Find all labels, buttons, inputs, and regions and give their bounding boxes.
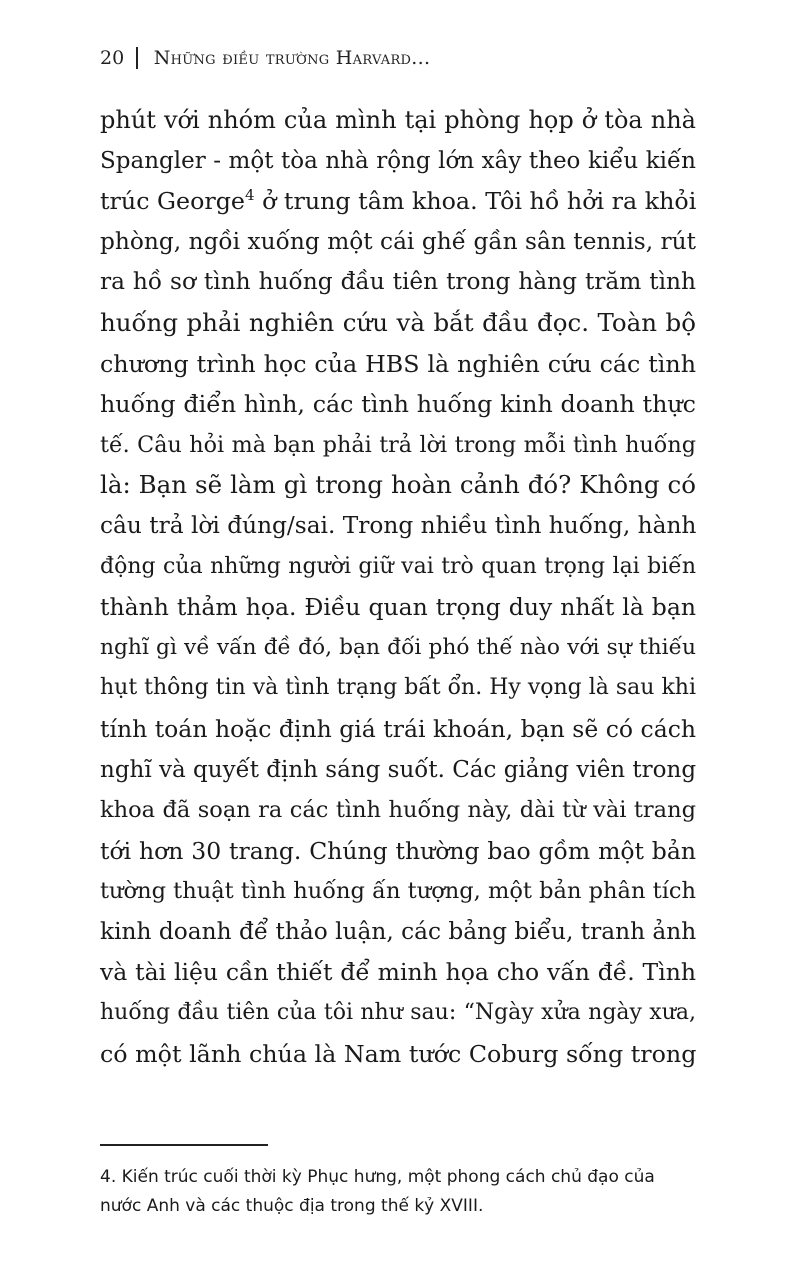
text-line: tế. Câu hỏi mà bạn phải trả lời trong mỗi tình huống: [100, 431, 696, 458]
text-line: ra hồ sơ tình huống đầu tiên trong hàng trăm tình: [100, 268, 696, 296]
text-line: hụt thông tin và tình trạng bất ổn. Hy vọng là sau khi: [100, 675, 696, 701]
footnote-line: nước Anh và các thuộc địa trong thế kỷ XVIII.: [100, 1196, 484, 1216]
text-line: kinh doanh để thảo luận, các bảng biểu, tranh ảnh: [100, 917, 697, 945]
text-line: huống điển hình, các tình huống kinh doanh thực: [100, 390, 696, 419]
text-line: [100, 181, 696, 222]
text-fragment: trúc George: [100, 187, 245, 216]
text-line: phút với nhóm của mình tại phòng họp ở tòa nhà: [100, 106, 696, 134]
text-line: huống đầu tiên của tôi như sau: “Ngày xửa ngày xưa,: [100, 1000, 696, 1026]
text-line: nghĩ gì về vấn đề đó, bạn đối phó thế nào với sự thiếu: [100, 634, 696, 660]
body-paragraph: [100, 100, 696, 1074]
text-line: động của những người giữ vai trò quan trọng lại biến: [100, 553, 696, 579]
text-line: thành thảm họa. Điều quan trọng duy nhất là bạn: [100, 593, 696, 622]
text-line: tường thuật tình huống ấn tượng, một bản phân tích: [100, 878, 696, 905]
footnote-line: 4. Kiến trúc cuối thời kỳ Phục hưng, một phong cách chủ đạo của: [100, 1167, 655, 1187]
text-line: và tài liệu cần thiết để minh họa cho vấn đề. Tình: [100, 958, 696, 987]
text-line: phòng, ngồi xuống một cái ghế gần sân tennis, rút: [100, 227, 696, 255]
footnote: [100, 1163, 700, 1221]
text-line: tính toán hoặc định giá trái khoán, bạn sẽ có cách: [100, 714, 696, 743]
text-line: có một lãnh chúa là Nam tước Coburg sống trong: [100, 1039, 697, 1068]
book-title: Những điều trường Harvard...: [153, 47, 431, 69]
footnote-divider: [100, 1144, 268, 1146]
page-number: 20: [100, 47, 125, 69]
text-line: khoa đã soạn ra các tình huống này, dài từ vài trang: [100, 797, 696, 824]
text-line: nghĩ và quyết định sáng suốt. Các giảng viên trong: [100, 756, 697, 783]
text-line: chương trình học của HBS là nghiên cứu các tình: [100, 349, 696, 378]
footnote-reference: 4: [244, 186, 255, 205]
text-line: tới hơn 30 trang. Chúng thường bao gồm một bản: [100, 836, 696, 865]
text-line: câu trả lời đúng/sai. Trong nhiều tình huống, hành: [100, 511, 697, 539]
text-line: Spangler - một tòa nhà rộng lớn xây theo kiểu kiến: [100, 147, 696, 174]
text-line: huống phải nghiên cứu và bắt đầu đọc. Toàn bộ: [100, 307, 696, 337]
text-line: là: Bạn sẽ làm gì trong hoàn cảnh đó? Không có: [100, 470, 696, 500]
text-fragment: ở trung tâm khoa. Tôi hồ hởi ra khỏi: [254, 187, 697, 216]
running-header: [100, 40, 430, 76]
header-separator: [136, 47, 138, 69]
